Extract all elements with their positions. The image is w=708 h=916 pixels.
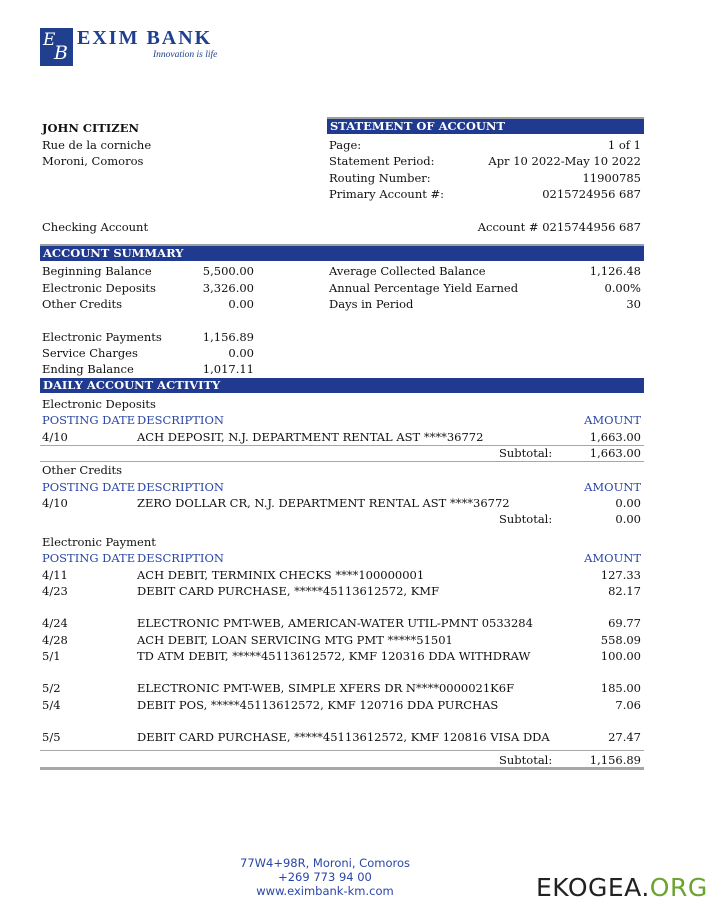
watermark-part1: EKOGEA. <box>536 873 650 902</box>
subtotal-label: Subtotal: <box>499 446 553 460</box>
row-description: ELECTRONIC PMT-WEB, AMERICAN-WATER UTIL-PMNT 0533284 <box>137 616 533 630</box>
col-description: DESCRIPTION <box>137 551 224 565</box>
row-date: 5/4 <box>42 698 61 712</box>
row-amount: 82.17 <box>608 584 641 598</box>
bank-name: EXIM BANK <box>77 27 213 49</box>
row-amount: 0.00 <box>615 496 641 510</box>
summary-right-label: Days in Period <box>329 297 414 311</box>
row-date: 4/28 <box>42 633 68 647</box>
page-value: 1 of 1 <box>607 138 641 152</box>
customer-address-line2: Moroni, Comoros <box>42 154 144 168</box>
subtotal-label: Subtotal: <box>499 512 553 526</box>
row-amount: 69.77 <box>608 616 641 630</box>
row-amount: 185.00 <box>600 681 641 695</box>
col-amount: AMOUNT <box>584 480 641 494</box>
row-description: ZERO DOLLAR CR, N.J. DEPARTMENT RENTAL AST ****36772 <box>137 496 510 510</box>
primary-account-label: Primary Account #: <box>329 187 445 201</box>
customer-address-line1: Rue de la corniche <box>42 138 152 152</box>
summary-left-label: Service Charges <box>42 346 138 360</box>
payments-subtotal: 1,156.89 <box>589 753 641 767</box>
page-label: Page: <box>329 138 362 152</box>
summary-left-label: Beginning Balance <box>42 264 152 278</box>
summary-left-label: Other Credits <box>42 297 123 311</box>
bank-logo-mark: E B <box>40 28 73 66</box>
row-description: DEBIT CARD PURCHASE, *****45113612572, KMF 120816 VISA DDA <box>137 730 550 744</box>
row-amount: 127.33 <box>600 568 641 582</box>
row-amount: 7.06 <box>615 698 641 712</box>
summary-right-value: 1,126.48 <box>589 264 641 278</box>
divider <box>40 445 644 446</box>
footer-website[interactable]: www.eximbank-km.com <box>256 884 394 898</box>
statement-title-bar: STATEMENT OF ACCOUNT <box>327 119 644 134</box>
daily-activity-bar: DAILY ACCOUNT ACTIVITY <box>40 378 644 393</box>
footer-phone: +269 773 94 00 <box>278 870 372 884</box>
account-summary-bar: ACCOUNT SUMMARY <box>40 246 644 261</box>
customer-name: JOHN CITIZEN <box>42 121 139 135</box>
row-date: 5/1 <box>42 649 61 663</box>
row-amount: 558.09 <box>600 633 641 647</box>
col-amount: AMOUNT <box>584 413 641 427</box>
routing-value: 11900785 <box>582 171 641 185</box>
col-description: DESCRIPTION <box>137 480 224 494</box>
divider <box>40 750 644 751</box>
subtotal-label: Subtotal: <box>499 753 553 767</box>
row-description: ACH DEPOSIT, N.J. DEPARTMENT RENTAL AST ****36772 <box>137 430 484 444</box>
routing-label: Routing Number: <box>329 171 431 185</box>
summary-left-label: Ending Balance <box>42 362 134 376</box>
summary-left-value: 1,017.11 <box>202 362 254 376</box>
summary-left-label: Electronic Payments <box>42 330 162 344</box>
watermark-part2: ORG <box>649 873 708 902</box>
row-amount: 27.47 <box>608 730 641 744</box>
row-description: ACH DEBIT, TERMINIX CHECKS ****100000001 <box>137 568 425 582</box>
period-value: Apr 10 2022-May 10 2022 <box>488 154 641 168</box>
summary-left-value: 0.00 <box>228 346 254 360</box>
row-date: 5/2 <box>42 681 61 695</box>
row-date: 4/11 <box>42 568 68 582</box>
summary-left-value: 3,326.00 <box>202 281 254 295</box>
row-description: ACH DEBIT, LOAN SERVICING MTG PMT *****51501 <box>137 633 453 647</box>
summary-right-label: Annual Percentage Yield Earned <box>329 281 519 295</box>
summary-right-value: 30 <box>626 297 641 311</box>
payments-section-title: Electronic Payment <box>42 535 156 549</box>
footer-address: 77W4+98R, Moroni, Comoros <box>240 856 410 870</box>
row-description: DEBIT POS, *****45113612572, KMF 120716 DDA PURCHAS <box>137 698 499 712</box>
row-description: TD ATM DEBIT, *****45113612572, KMF 120316 DDA WITHDRAW <box>137 649 531 663</box>
row-description: ELECTRONIC PMT-WEB, SIMPLE XFERS DR N****0000021K6F <box>137 681 515 695</box>
summary-left-value: 0.00 <box>228 297 254 311</box>
bank-tagline: Innovation is life <box>153 50 218 60</box>
col-posting-date: POSTING DATE <box>42 480 136 494</box>
row-date: 4/24 <box>42 616 68 630</box>
deposits-section-title: Electronic Deposits <box>42 397 156 411</box>
col-posting-date: POSTING DATE <box>42 413 136 427</box>
credits-subtotal: 0.00 <box>615 512 641 526</box>
col-description: DESCRIPTION <box>137 413 224 427</box>
deposits-subtotal: 1,663.00 <box>589 446 641 460</box>
row-amount: 100.00 <box>600 649 641 663</box>
row-date: 4/10 <box>42 430 68 444</box>
summary-left-value: 5,500.00 <box>202 264 254 278</box>
end-rule <box>40 767 644 770</box>
period-label: Statement Period: <box>329 154 435 168</box>
account-number: Account # 0215744956 687 <box>477 220 641 234</box>
col-amount: AMOUNT <box>584 551 641 565</box>
row-date: 4/23 <box>42 584 68 598</box>
watermark <box>536 873 708 902</box>
col-posting-date: POSTING DATE <box>42 551 136 565</box>
row-description: DEBIT CARD PURCHASE, *****45113612572, KMF <box>137 584 440 598</box>
summary-left-value: 1,156.89 <box>202 330 254 344</box>
summary-left-label: Electronic Deposits <box>42 281 156 295</box>
row-date: 5/5 <box>42 730 61 744</box>
account-type: Checking Account <box>42 220 149 234</box>
credits-section-title: Other Credits <box>42 463 123 477</box>
summary-right-value: 0.00% <box>604 281 641 295</box>
divider <box>40 461 644 462</box>
row-amount: 1,663.00 <box>589 430 641 444</box>
primary-account-value: 0215724956 687 <box>542 187 641 201</box>
summary-right-label: Average Collected Balance <box>329 264 486 278</box>
row-date: 4/10 <box>42 496 68 510</box>
